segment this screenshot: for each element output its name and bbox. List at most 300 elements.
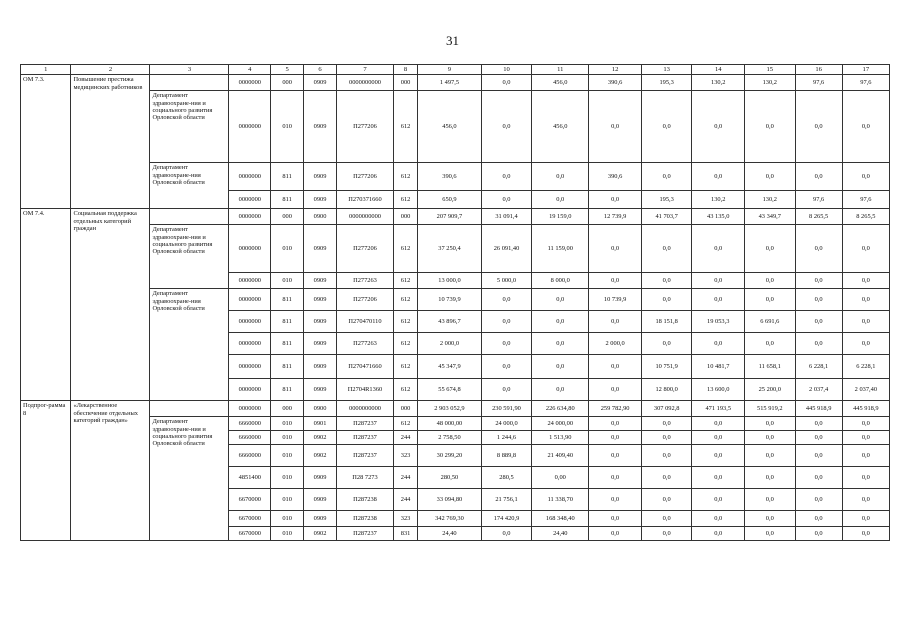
measure-code-cell: ОМ 7.3. <box>21 75 71 209</box>
executor-cell <box>150 209 229 225</box>
value-cell: 0909 <box>304 355 337 379</box>
value-cell: 11 338,70 <box>532 489 589 511</box>
value-cell: 811 <box>271 379 304 401</box>
value-cell: П287237 <box>336 445 393 467</box>
column-number-15: 15 <box>745 65 795 75</box>
column-number-10: 10 <box>481 65 531 75</box>
value-cell: 6670000 <box>229 511 271 527</box>
value-cell: 0,0 <box>692 289 745 311</box>
value-cell: П270371660 <box>336 191 393 209</box>
column-number-1: 1 <box>21 65 71 75</box>
value-cell: 390,6 <box>589 75 642 91</box>
value-cell: 0,0 <box>481 289 531 311</box>
value-cell: 0,0 <box>481 311 531 333</box>
value-cell: 26 091,40 <box>481 225 531 273</box>
value-cell: 471 193,5 <box>692 401 745 417</box>
value-cell: 168 348,40 <box>532 511 589 527</box>
value-cell: 0909 <box>304 91 337 163</box>
value-cell: 0,0 <box>532 163 589 191</box>
value-cell: 0,0 <box>692 91 745 163</box>
value-cell: 0,0 <box>745 489 795 511</box>
value-cell: 0,0 <box>641 333 691 355</box>
table-row <box>21 75 890 91</box>
table-row <box>21 225 890 273</box>
value-cell: 0909 <box>304 75 337 91</box>
value-cell: 0,0 <box>641 467 691 489</box>
value-cell: 0,0 <box>532 191 589 209</box>
value-cell: 612 <box>394 311 418 333</box>
value-cell: П2704R1360 <box>336 379 393 401</box>
value-cell: 0000000 <box>229 333 271 355</box>
value-cell: П287237 <box>336 431 393 445</box>
column-number-4: 4 <box>229 65 271 75</box>
value-cell: 0000000000 <box>336 209 393 225</box>
value-cell: П277206 <box>336 225 393 273</box>
value-cell: 6660000 <box>229 445 271 467</box>
value-cell: 0,0 <box>795 311 842 333</box>
page-number: 31 <box>446 33 459 48</box>
value-cell: 0909 <box>304 489 337 511</box>
value-cell: 445 918,9 <box>795 401 842 417</box>
table-row <box>21 417 890 431</box>
column-number-16: 16 <box>795 65 842 75</box>
column-number-11: 11 <box>532 65 589 75</box>
value-cell: 0901 <box>304 417 337 431</box>
value-cell: 55 674,8 <box>418 379 482 401</box>
value-cell: 0,0 <box>589 311 642 333</box>
executor-cell: Департамент здравоохране-ния и социального развития Орловской области <box>150 417 229 541</box>
value-cell: 97,6 <box>795 75 842 91</box>
value-cell: П287237 <box>336 527 393 541</box>
measure-name-cell: Повышение престижа медицинских работников <box>71 75 150 209</box>
value-cell: 45 347,9 <box>418 355 482 379</box>
value-cell: 8 000,0 <box>532 273 589 289</box>
value-cell: 811 <box>271 163 304 191</box>
value-cell: 6660000 <box>229 417 271 431</box>
value-cell: 0909 <box>304 333 337 355</box>
executor-cell: Департамент здравоохране-ния Орловской области <box>150 289 229 401</box>
value-cell: 612 <box>394 289 418 311</box>
value-cell: 2 037,4 <box>795 379 842 401</box>
value-cell: 0,0 <box>795 431 842 445</box>
value-cell: 6 228,1 <box>795 355 842 379</box>
value-cell: 97,6 <box>842 191 889 209</box>
value-cell: 0,0 <box>795 467 842 489</box>
measure-name-cell: Социальная поддержка отдельных категорий граждан <box>71 209 150 401</box>
value-cell: 000 <box>271 75 304 91</box>
table-row <box>21 163 890 191</box>
value-cell: 000 <box>271 401 304 417</box>
value-cell: 0,0 <box>745 445 795 467</box>
value-cell: 0,0 <box>532 333 589 355</box>
value-cell: 6670000 <box>229 489 271 511</box>
value-cell: 0,0 <box>589 379 642 401</box>
value-cell: 11 658,1 <box>745 355 795 379</box>
value-cell: П277206 <box>336 163 393 191</box>
value-cell: 612 <box>394 355 418 379</box>
value-cell: 24 000,0 <box>481 417 531 431</box>
value-cell: 000 <box>394 209 418 225</box>
value-cell: 612 <box>394 163 418 191</box>
value-cell: 0,0 <box>481 333 531 355</box>
column-number-17: 17 <box>842 65 889 75</box>
value-cell: 280,5 <box>481 467 531 489</box>
value-cell: 0,0 <box>745 91 795 163</box>
value-cell: 000 <box>394 75 418 91</box>
value-cell: 244 <box>394 431 418 445</box>
value-cell: 43 896,7 <box>418 311 482 333</box>
value-cell: 650,9 <box>418 191 482 209</box>
value-cell: 612 <box>394 417 418 431</box>
value-cell: 130,2 <box>692 191 745 209</box>
value-cell: 0,0 <box>481 355 531 379</box>
value-cell: 0,0 <box>795 225 842 273</box>
value-cell: 0,0 <box>692 489 745 511</box>
value-cell: 8 889,8 <box>481 445 531 467</box>
value-cell: 0000000000 <box>336 75 393 91</box>
column-number-8: 8 <box>394 65 418 75</box>
value-cell: 230 591,90 <box>481 401 531 417</box>
value-cell: 0,0 <box>641 289 691 311</box>
value-cell: 010 <box>271 273 304 289</box>
value-cell: 0,0 <box>589 431 642 445</box>
value-cell: 19 159,0 <box>532 209 589 225</box>
value-cell: 33 094,80 <box>418 489 482 511</box>
value-cell: 0,0 <box>745 225 795 273</box>
value-cell: 0909 <box>304 311 337 333</box>
value-cell: 0,0 <box>692 431 745 445</box>
value-cell: 0,0 <box>481 527 531 541</box>
value-cell: 43 349,7 <box>745 209 795 225</box>
executor-cell: Департамент здравоохране-ния и социального развития Орловской области <box>150 225 229 289</box>
value-cell: 1 513,90 <box>532 431 589 445</box>
value-cell: 010 <box>271 527 304 541</box>
value-cell: 10 751,9 <box>641 355 691 379</box>
value-cell: 0,0 <box>692 417 745 431</box>
value-cell: 0900 <box>304 401 337 417</box>
value-cell: 612 <box>394 273 418 289</box>
value-cell: 0,0 <box>641 445 691 467</box>
value-cell: 31 091,4 <box>481 209 531 225</box>
value-cell: 12 800,0 <box>641 379 691 401</box>
value-cell: 0909 <box>304 273 337 289</box>
value-cell: 10 739,9 <box>418 289 482 311</box>
value-cell: 1 497,5 <box>418 75 482 91</box>
value-cell: 24,40 <box>532 527 589 541</box>
table-row <box>21 209 890 225</box>
value-cell: 41 703,7 <box>641 209 691 225</box>
value-cell: 612 <box>394 191 418 209</box>
value-cell: 0,0 <box>589 445 642 467</box>
value-cell: 0909 <box>304 289 337 311</box>
value-cell: 0,0 <box>692 511 745 527</box>
value-cell: 13 600,0 <box>692 379 745 401</box>
value-cell: 0,0 <box>692 273 745 289</box>
value-cell: 0,0 <box>692 445 745 467</box>
executor-cell: Департамент здравоохране-ния Орловской области <box>150 163 229 209</box>
value-cell: 0000000 <box>229 75 271 91</box>
value-cell: 0,0 <box>842 467 889 489</box>
value-cell: 0,0 <box>795 333 842 355</box>
value-cell: 010 <box>271 467 304 489</box>
value-cell: 0,0 <box>589 355 642 379</box>
value-cell: 0,0 <box>795 289 842 311</box>
value-cell: 0,0 <box>842 417 889 431</box>
value-cell: 2 000,0 <box>589 333 642 355</box>
value-cell: 6 228,1 <box>842 355 889 379</box>
value-cell: 0,0 <box>481 191 531 209</box>
value-cell: П287238 <box>336 489 393 511</box>
value-cell: П287238 <box>336 511 393 527</box>
value-cell: 130,2 <box>745 191 795 209</box>
value-cell: 0902 <box>304 431 337 445</box>
value-cell: 0,0 <box>842 489 889 511</box>
value-cell: 226 634,80 <box>532 401 589 417</box>
value-cell: 515 919,2 <box>745 401 795 417</box>
value-cell: 0,0 <box>692 527 745 541</box>
value-cell: 0,0 <box>532 311 589 333</box>
value-cell: 811 <box>271 311 304 333</box>
value-cell: 24 000,00 <box>532 417 589 431</box>
value-cell: П28 7273 <box>336 467 393 489</box>
value-cell: 0,0 <box>589 467 642 489</box>
measure-code-cell: ОМ 7.4. <box>21 209 71 401</box>
value-cell: 0,0 <box>589 91 642 163</box>
value-cell: 8 265,5 <box>842 209 889 225</box>
value-cell: 0,0 <box>641 417 691 431</box>
value-cell: 0,0 <box>842 445 889 467</box>
value-cell: 0,0 <box>842 225 889 273</box>
value-cell: 0902 <box>304 445 337 467</box>
value-cell: 811 <box>271 289 304 311</box>
value-cell: 010 <box>271 489 304 511</box>
value-cell: 0,0 <box>842 311 889 333</box>
value-cell: 010 <box>271 511 304 527</box>
value-cell: 195,3 <box>641 191 691 209</box>
value-cell: 0000000 <box>229 209 271 225</box>
value-cell: 0,0 <box>795 163 842 191</box>
value-cell: 6 691,6 <box>745 311 795 333</box>
value-cell: 0,0 <box>692 333 745 355</box>
value-cell: 0,0 <box>641 273 691 289</box>
value-cell: 0000000000 <box>336 401 393 417</box>
value-cell: 0,0 <box>532 379 589 401</box>
value-cell: 0,0 <box>795 445 842 467</box>
value-cell: 0,0 <box>589 225 642 273</box>
value-cell: 010 <box>271 445 304 467</box>
value-cell: 0,0 <box>641 511 691 527</box>
value-cell: П277263 <box>336 333 393 355</box>
value-cell: 0,0 <box>481 379 531 401</box>
value-cell: 0,0 <box>795 91 842 163</box>
header-row <box>21 65 890 75</box>
value-cell: 0,0 <box>532 289 589 311</box>
value-cell: 0,0 <box>745 163 795 191</box>
value-cell: 0000000 <box>229 355 271 379</box>
value-cell: 0000000 <box>229 289 271 311</box>
value-cell: 010 <box>271 225 304 273</box>
executor-cell: Департамент здравоохране-ния и социального развития Орловской области <box>150 91 229 163</box>
value-cell: 0000000 <box>229 191 271 209</box>
value-cell: 000 <box>271 209 304 225</box>
value-cell: 010 <box>271 431 304 445</box>
value-cell: 0,0 <box>842 527 889 541</box>
value-cell: 0,0 <box>745 467 795 489</box>
value-cell: 0,0 <box>795 417 842 431</box>
table-row <box>21 289 890 311</box>
value-cell: 2 000,0 <box>418 333 482 355</box>
value-cell: 0,0 <box>795 489 842 511</box>
value-cell: П277206 <box>336 289 393 311</box>
value-cell: 97,6 <box>795 191 842 209</box>
measure-code-cell: Подпрог-рамма 8 <box>21 401 71 541</box>
value-cell: 37 250,4 <box>418 225 482 273</box>
value-cell: П287237 <box>336 417 393 431</box>
value-cell: 0,0 <box>842 333 889 355</box>
value-cell: 0900 <box>304 209 337 225</box>
value-cell: 0000000 <box>229 379 271 401</box>
value-cell: 244 <box>394 489 418 511</box>
value-cell: 612 <box>394 225 418 273</box>
value-cell: 10 481,7 <box>692 355 745 379</box>
value-cell: 0000000 <box>229 91 271 163</box>
value-cell: 0,0 <box>589 273 642 289</box>
value-cell: 0000000 <box>229 401 271 417</box>
value-cell: 2 903 052,9 <box>418 401 482 417</box>
value-cell: 6660000 <box>229 431 271 445</box>
value-cell: 10 739,9 <box>589 289 642 311</box>
value-cell: 0,0 <box>795 527 842 541</box>
value-cell: 11 159,00 <box>532 225 589 273</box>
column-number-13: 13 <box>641 65 691 75</box>
value-cell: П277263 <box>336 273 393 289</box>
value-cell: 0909 <box>304 163 337 191</box>
value-cell: 0,0 <box>842 511 889 527</box>
value-cell: 21 409,40 <box>532 445 589 467</box>
value-cell: 19 053,3 <box>692 311 745 333</box>
value-cell: 0,0 <box>589 511 642 527</box>
table-row <box>21 91 890 163</box>
value-cell: 280,50 <box>418 467 482 489</box>
value-cell: 207 909,7 <box>418 209 482 225</box>
value-cell: 0,0 <box>692 225 745 273</box>
budget-table <box>20 64 890 541</box>
value-cell: 0,0 <box>481 75 531 91</box>
value-cell: 0,0 <box>589 489 642 511</box>
value-cell: 5 000,0 <box>481 273 531 289</box>
value-cell: 4851400 <box>229 467 271 489</box>
value-cell: 0,0 <box>795 273 842 289</box>
value-cell: 0,0 <box>641 489 691 511</box>
value-cell: 390,6 <box>418 163 482 191</box>
value-cell: 456,0 <box>532 91 589 163</box>
column-number-6: 6 <box>304 65 337 75</box>
value-cell: 0000000 <box>229 163 271 191</box>
value-cell: 2 758,50 <box>418 431 482 445</box>
column-number-14: 14 <box>692 65 745 75</box>
value-cell: 0909 <box>304 467 337 489</box>
value-cell: 0,0 <box>842 163 889 191</box>
column-number-3: 3 <box>150 65 229 75</box>
value-cell: 48 000,00 <box>418 417 482 431</box>
value-cell: 130,2 <box>745 75 795 91</box>
value-cell: 0909 <box>304 379 337 401</box>
value-cell: 0909 <box>304 511 337 527</box>
value-cell: 0000000 <box>229 311 271 333</box>
value-cell: 0,0 <box>481 91 531 163</box>
value-cell: 307 092,8 <box>641 401 691 417</box>
value-cell: 0,00 <box>532 467 589 489</box>
value-cell: 456,0 <box>418 91 482 163</box>
value-cell: 0,0 <box>745 417 795 431</box>
value-cell: 0,0 <box>532 355 589 379</box>
value-cell: П277206 <box>336 91 393 163</box>
value-cell: 0,0 <box>842 91 889 163</box>
value-cell: 0,0 <box>795 511 842 527</box>
value-cell: 0,0 <box>641 91 691 163</box>
value-cell: 2 037,40 <box>842 379 889 401</box>
value-cell: 0,0 <box>842 289 889 311</box>
value-cell: 612 <box>394 91 418 163</box>
value-cell: 0,0 <box>745 431 795 445</box>
value-cell: 0000000 <box>229 225 271 273</box>
value-cell: 244 <box>394 467 418 489</box>
column-number-9: 9 <box>418 65 482 75</box>
value-cell: 0,0 <box>692 467 745 489</box>
value-cell: 445 918,9 <box>842 401 889 417</box>
value-cell: 0,0 <box>641 431 691 445</box>
value-cell: 390,6 <box>589 163 642 191</box>
column-number-5: 5 <box>271 65 304 75</box>
column-number-12: 12 <box>589 65 642 75</box>
value-cell: 21 756,1 <box>481 489 531 511</box>
value-cell: 12 739,9 <box>589 209 642 225</box>
value-cell: 0,0 <box>842 273 889 289</box>
value-cell: 18 151,8 <box>641 311 691 333</box>
value-cell: 0,0 <box>842 431 889 445</box>
value-cell: 0,0 <box>641 527 691 541</box>
value-cell: 97,6 <box>842 75 889 91</box>
value-cell: 0909 <box>304 191 337 209</box>
value-cell: 831 <box>394 527 418 541</box>
value-cell: 6670000 <box>229 527 271 541</box>
value-cell: 8 265,5 <box>795 209 842 225</box>
value-cell: 010 <box>271 417 304 431</box>
value-cell: 0,0 <box>745 333 795 355</box>
value-cell: 0,0 <box>745 273 795 289</box>
value-cell: 0000000 <box>229 273 271 289</box>
value-cell: 0902 <box>304 527 337 541</box>
value-cell: 323 <box>394 511 418 527</box>
executor-cell <box>150 75 229 91</box>
value-cell: 259 782,90 <box>589 401 642 417</box>
value-cell: 0,0 <box>481 163 531 191</box>
value-cell: 811 <box>271 333 304 355</box>
value-cell: 43 135,0 <box>692 209 745 225</box>
value-cell: П270470110 <box>336 311 393 333</box>
column-number-2: 2 <box>71 65 150 75</box>
value-cell: 0,0 <box>641 225 691 273</box>
value-cell: 342 769,30 <box>418 511 482 527</box>
column-number-7: 7 <box>336 65 393 75</box>
value-cell: 612 <box>394 379 418 401</box>
value-cell: 130,2 <box>692 75 745 91</box>
measure-name-cell: «Лекарственное обеспечение отдельных категорий граждан» <box>71 401 150 541</box>
value-cell: 0,0 <box>745 289 795 311</box>
value-cell: 0,0 <box>745 527 795 541</box>
value-cell: 612 <box>394 333 418 355</box>
value-cell: 0,0 <box>589 417 642 431</box>
